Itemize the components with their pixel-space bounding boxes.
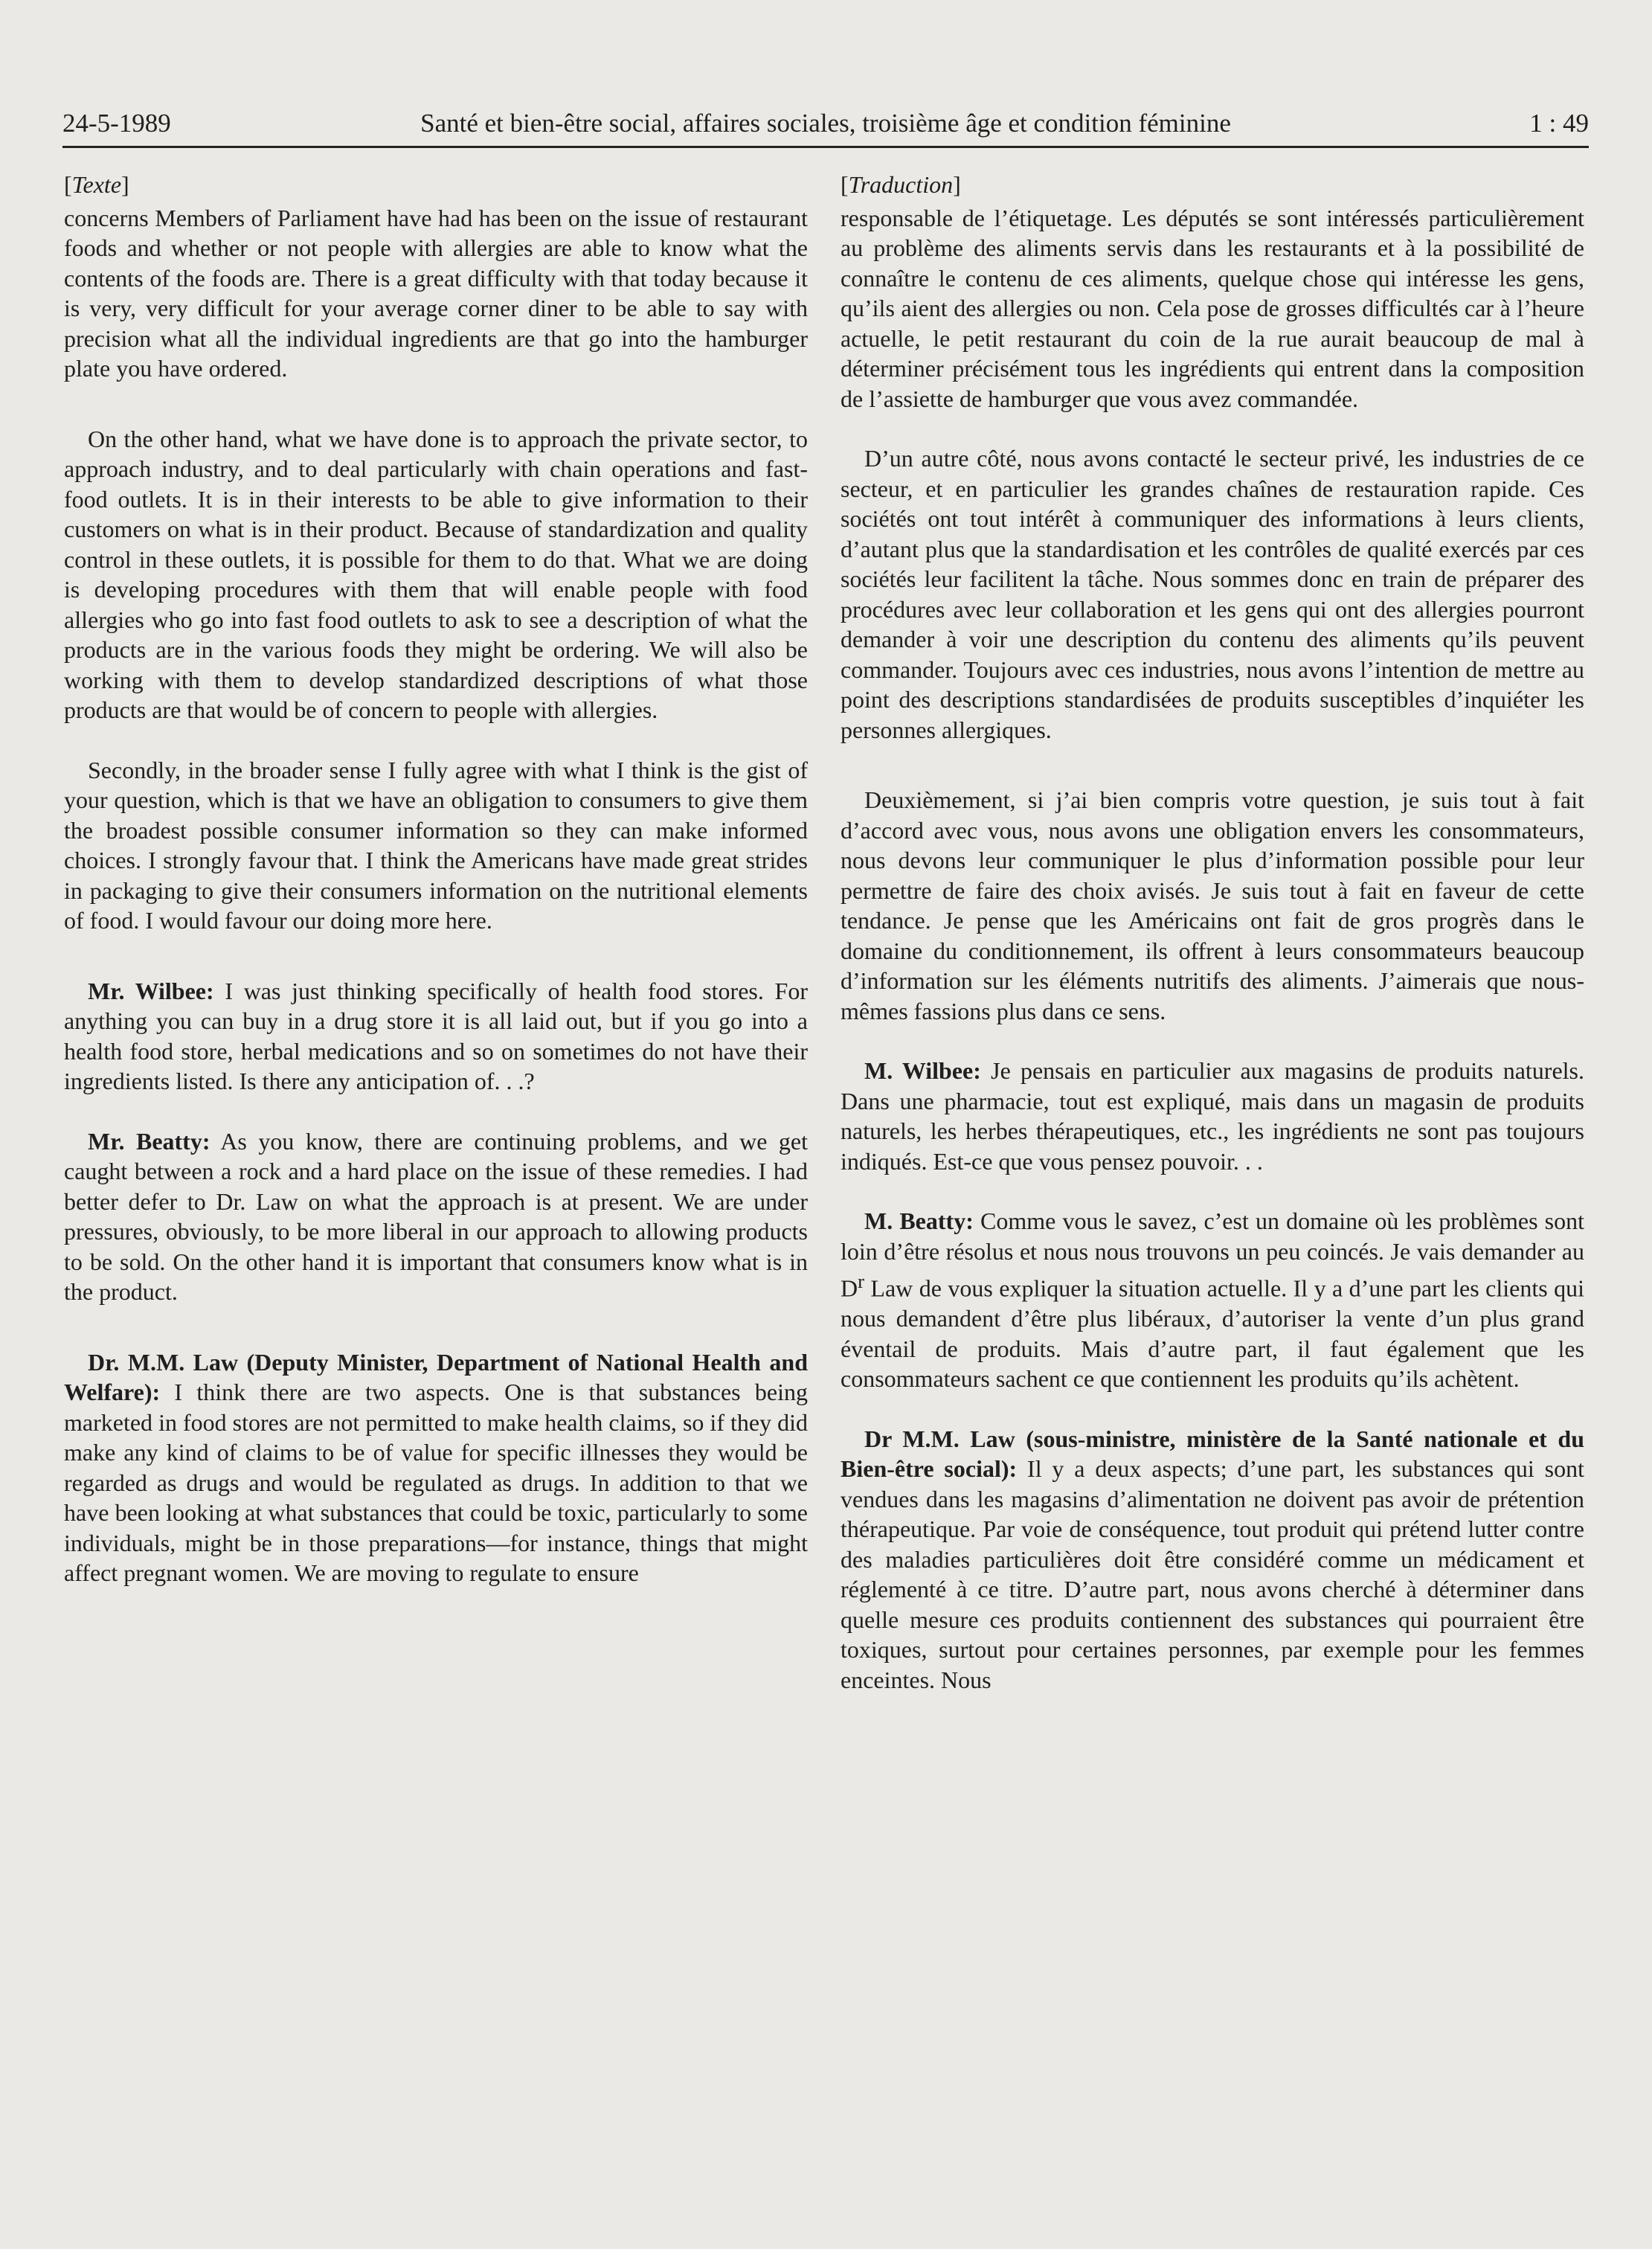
paragraph: On the other hand, what we have done is to approach the private sector, to approach industry, and to deal particularly with chain operations and fast-food outlets. It is in their interests to be able to give information to their customers on what is in their product. Because of standardization and quality control in these outlets, it is possible for them to do that. What we are doing is developing procedures with them that will enable people with food allergies who go into fast food outlets to ask to see a description of what the products are in the various foods they might be ordering. We will also be working with them to develop standardized descriptions of what those products are that would be of concern to people with allergies. (64, 425, 808, 723)
speech-text: Comme vous le savez, c’est un domaine où les problèmes sont loin d’être résolus et nous nous trouvons un peu coincés. Je vais demander au D (841, 1207, 1585, 1302)
right-column-french (841, 170, 1584, 1695)
paragraph: D’un autre côté, nous avons contacté le secteur privé, les industries de ce secteur, et en particulier les grandes chaînes de restauration rapide. Ces sociétés ont tout intérêt à communiquer des informations à leurs clients, d’autant plus que la standardisation et les contrôles de qualité exercés par ces sociétés leur facilitent la tâche. Nous sommes donc en train de préparer des procédures avec leur collaboration et les gens qui ont des allergies pourront demander à voir une description du contenu des aliments qu’ils peuvent commander. Toujours avec ces industries, nous avons l’intention de mettre au point des descriptions standardisées de produits susceptibles d’inquiéter les personnes allergiques. (841, 445, 1584, 743)
speaker-paragraph (64, 1126, 808, 1307)
left-column-english (64, 170, 808, 1588)
speaker-name: Dr M.M. Law (sous-ministre, ministère de la Santé nationale et du Bien-être social): (841, 1425, 1584, 1483)
speech-text: Il y a deux aspects; d’une part, les substances qui sont vendues dans les magasins d’alimentation ne doivent pas avoir de prétention thérapeutique. Par voie de conséquence, tout produit qui prétend lutter contre des maladies particulières doit être considéré comme un médicament et réglementé à ce titre. D’autre part, nous avons cherché à déterminer dans quelle mesure ces produits contiennent des substances qui pourraient être toxiques, surtout pour certaines personnes, par exemple pour les femmes enceintes. Nous (841, 1455, 1585, 1693)
speaker-name: M. Beatty: (864, 1207, 974, 1234)
speaker-name: Dr. M.M. Law (Deputy Minister, Department of National Health and Welfare): (64, 1348, 808, 1405)
paragraph: Secondly, in the broader sense I fully agree with what I think is the gist of your question, which is that we have an obligation to consumers to give them the broadest possible consumer information so they can make informed choices. I strongly favour that. I think the Americans have made great strides in packaging to give their consumers information on the nutritional elements of food. I would favour our doing more here. (64, 756, 808, 934)
speech-text: As you know, there are continuing problems, and we get caught between a rock and a hard place on the issue of these remedies. I had better defer to Dr. Law on what the approach is at present. We are under pressures, obviously, to be more liberal in our approach to allowing products to be sold. On the other hand it is important that consumers know what is in the product. (64, 1127, 809, 1305)
paragraph: Deuxièmement, si j’ai bien compris votre question, je suis tout à fait d’accord avec vous, nous avons une obligation envers les consommateurs, nous devons leur communiquer le plus d’information possible pour leur permettre de faire des choix avisés. Je suis tout à fait en faveur de cette tendance. Je pense que les Américains ont fait de gros progrès dans le domaine du conditionnement, ils offrent à leurs consommateurs beaucoup d’information sur les éléments nutritifs des aliments. J’aimerais que nous-mêmes fassions plus dans ce sens. (841, 786, 1584, 1024)
header-rule (62, 146, 1589, 148)
paragraph: concerns Members of Parliament have had has been on the issue of restaurant foods and whether or not people with allergies are able to know what the contents of the foods are. There is a great difficulty with that today because it is very, very difficult for your average corner diner to be able to say with precision what all the individual ingredients are that go into the hamburger plate you have ordered. (64, 204, 808, 382)
header-page-number: 1 : 49 (1529, 109, 1589, 138)
text-marker: [Texte] (64, 171, 129, 198)
speaker-name: Mr. Wilbee: (88, 977, 214, 1004)
header-title: Santé et bien-être social, affaires sociales, troisième âge et condition féminine (420, 109, 1231, 138)
speaker-name: Mr. Beatty: (88, 1127, 210, 1155)
speaker-paragraph (841, 1056, 1584, 1176)
running-header (62, 101, 1589, 146)
speaker-paragraph (64, 1347, 808, 1588)
speech-text: I was just thinking specifically of health food stores. For anything you can buy in a drug store it is all laid out, but if you go into a health food store, herbal medications and so on sometimes do not have their ingredients listed. Is there any anticipation of. . .? (64, 977, 809, 1094)
header-date: 24-5-1989 (62, 109, 171, 138)
translation-marker: [Traduction] (841, 171, 961, 198)
speaker-paragraph (841, 1424, 1584, 1695)
speech-text: Law de vous expliquer la situation actuelle. Il y a d’une part les clients qui nous demandent d’être plus libéraux, d’autoriser la vente d’un plus grand éventail de produits. Mais d’autre part, il faut également que les consommateurs sachent ce que contiennent les produits qu’ils achètent. (841, 1274, 1584, 1393)
paragraph: responsable de l’étiquetage. Les députés se sont intéressés particulièrement au problème des aliments servis dans les restaurants et à la possibilité de connaître le contenu de ces aliments, quelque chose qui intéresse les gens, qu’ils aient des allergies ou non. Cela pose de grosses difficultés car à l’heure actuelle, le petit restaurant du coin de la rue aurait beaucoup de mal à déterminer précisément tous les ingrédients qui entrent dans la composition de l’assiette de hamburger que vous avez commandée. (841, 204, 1584, 412)
speech-text: I think there are two aspects. One is that substances being marketed in food stores are not permitted to make health claims, so if they did make any kind of claims to be of value for specific illnesses they would be regarded as drugs and would be regulated as drugs. In addition to that we have been looking at what substances that could be toxic, particularly to some individuals, might be in those preparations—for instance, things that might affect pregnant women. We are moving to regulate to ensure (64, 1379, 808, 1586)
speaker-paragraph (841, 1206, 1584, 1394)
superscript: r (858, 1270, 864, 1292)
speaker-name: M. Wilbee: (864, 1057, 981, 1084)
speech-text: Je pensais en particulier aux magasins de produits naturels. Dans une pharmacie, tout est expliqué, mais dans un magasin de produits naturels, les herbes thérapeutiques, etc., les ingrédients ne sont pas toujours indiqués. Est-ce que vous pensez pouvoir. . . (841, 1057, 1585, 1175)
speaker-paragraph (64, 976, 808, 1097)
